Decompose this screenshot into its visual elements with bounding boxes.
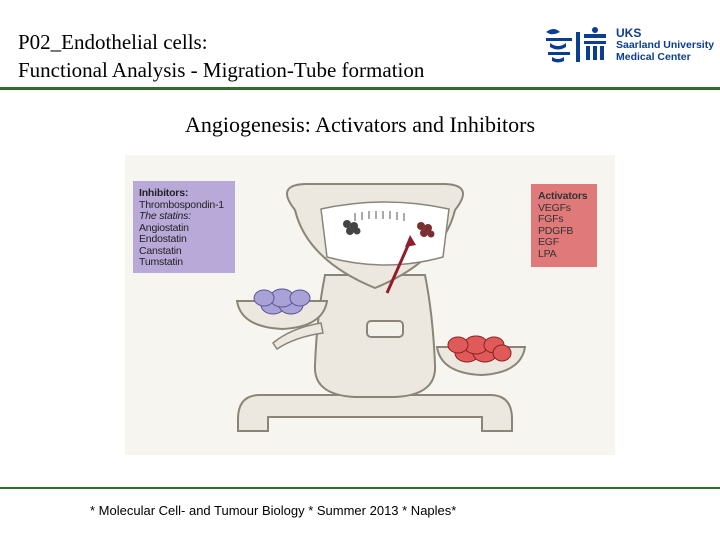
- inhibitors-heading: Inhibitors:: [139, 187, 189, 199]
- inhibitor-item: The statins:: [139, 210, 191, 222]
- slide-footer: * Molecular Cell- and Tumour Biology * Summer 2013 * Naples*: [90, 503, 457, 518]
- bottom-divider: [0, 487, 720, 489]
- activator-item: VEGFs: [538, 201, 571, 214]
- slide-title: [18, 28, 518, 84]
- inhibitors-list: [139, 188, 224, 269]
- activator-item: FGFs: [538, 213, 564, 225]
- activator-item: PDGFB: [538, 224, 574, 237]
- inhibitor-item: Canstatin: [139, 244, 182, 257]
- title-line-2: Functional Analysis - Migration-Tube formation: [18, 58, 425, 82]
- logo-line-1: UKS: [616, 26, 642, 40]
- title-line-1: P02_Endothelial cells:: [18, 30, 208, 54]
- logo-line-3: Medical Center: [616, 51, 691, 63]
- inhibitor-item: Angiostatin: [139, 221, 189, 234]
- activator-item: EGF: [538, 236, 559, 248]
- slide-subtitle: Angiogenesis: Activators and Inhibitors: [184, 112, 536, 137]
- uks-logo-icon: [546, 27, 606, 63]
- activator-item: LPA: [538, 247, 557, 260]
- uks-logo-text: [616, 27, 714, 63]
- top-divider: [0, 87, 720, 90]
- inhibitor-item: Tumstatin: [139, 256, 183, 268]
- activators-list: [538, 191, 587, 260]
- scale-button: [367, 321, 403, 337]
- activators-heading: Activators: [538, 190, 588, 202]
- logo-line-2: Saarland University: [616, 39, 715, 51]
- activator-balls: [448, 336, 511, 362]
- inhibitor-item: Thrombospondin-1: [139, 198, 224, 211]
- inhibitor-item: Endostatin: [139, 233, 187, 245]
